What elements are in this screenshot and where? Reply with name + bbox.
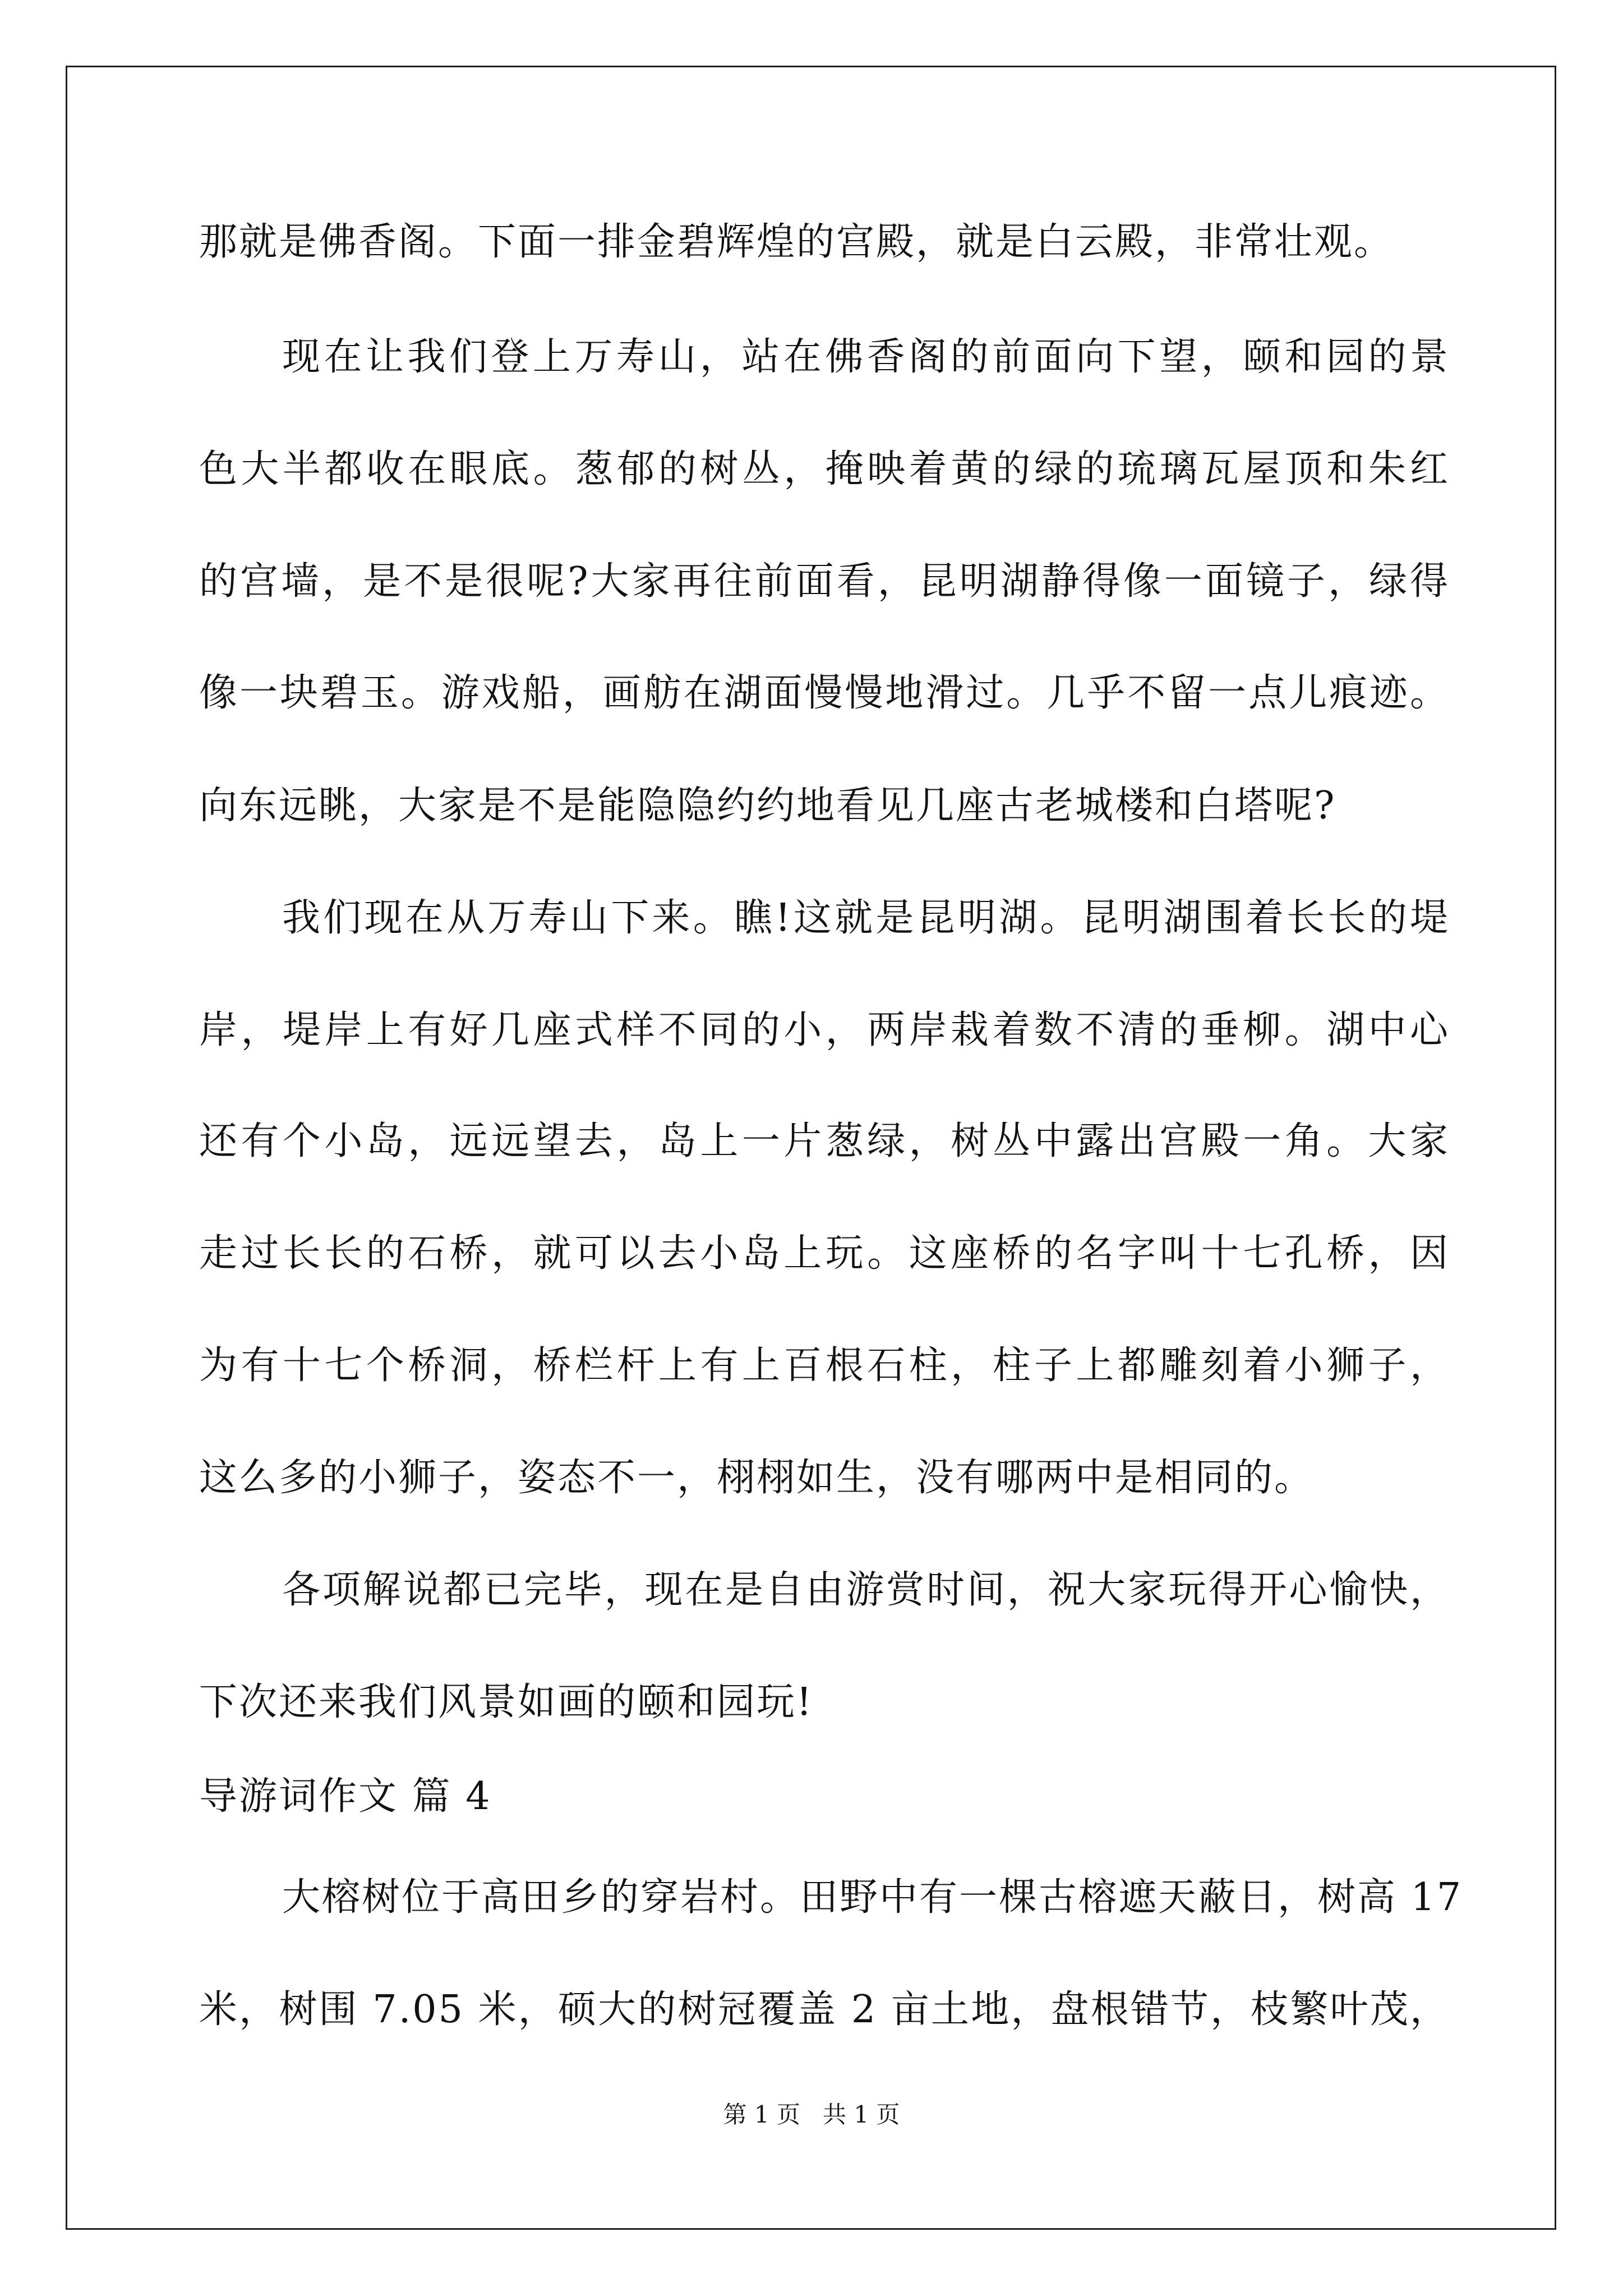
section-heading: 导游词作文 篇 4: [199, 1774, 492, 1819]
text-line: 还有个小岛，远远望去，岛上一片葱绿，树丛中露出宫殿一角。大家: [199, 1119, 1450, 1163]
text-line: 色大半都收在眼底。葱郁的树丛，掩映着黄的绿的琉璃瓦屋顶和朱红: [199, 447, 1450, 491]
paragraph-first-line: 我们现在从万寿山下来。瞧!这就是昆明湖。昆明湖围着长长的堤: [282, 896, 1450, 940]
text-line: 下次还来我们风景如画的颐和园玩!: [199, 1680, 814, 1724]
text-line: 这么多的小狮子，姿态不一，栩栩如生，没有哪两中是相同的。: [199, 1456, 1315, 1500]
paragraph-first-line: 现在让我们登上万寿山，站在佛香阁的前面向下望，颐和园的景: [282, 335, 1450, 379]
text-line: 像一块碧玉。游戏船，画舫在湖面慢慢地滑过。几乎不留一点儿痕迹。: [199, 671, 1450, 715]
text-line: 向东远眺，大家是不是能隐隐约约地看见几座古老城楼和白塔呢?: [199, 784, 1336, 828]
text-line: 的宫墙，是不是很呢?大家再往前面看，昆明湖静得像一面镜子，绿得: [199, 559, 1450, 604]
page-footer: [0, 2098, 1623, 2132]
text-line: 为有十七个桥洞，桥栏杆上有上百根石柱，柱子上都雕刻着小狮子，: [199, 1343, 1450, 1388]
text-line: 岸，堤岸上有好几座式样不同的小，两岸栽着数不清的垂柳。湖中心: [199, 1008, 1450, 1052]
page-number: 第 1 页: [723, 2101, 800, 2128]
paragraph-first-line: 各项解说都已完毕，现在是自由游赏时间，祝大家玩得开心愉快，: [282, 1568, 1450, 1612]
page-total: 共 1 页: [823, 2101, 900, 2128]
text-line: 走过长长的石桥，就可以去小岛上玩。这座桥的名字叫十七孔桥，因: [199, 1231, 1450, 1276]
text-line: 米，树围 7.05 米，硕大的树冠覆盖 2 亩土地，盘根错节，枝繁叶茂，: [199, 1987, 1450, 2032]
paragraph-first-line: 大榕树位于高田乡的穿岩村。田野中有一棵古榕遮天蔽日，树高 17: [282, 1875, 1463, 1920]
text-line: 那就是佛香阁。下面一排金碧辉煌的宫殿，就是白云殿，非常壮观。: [199, 220, 1394, 264]
